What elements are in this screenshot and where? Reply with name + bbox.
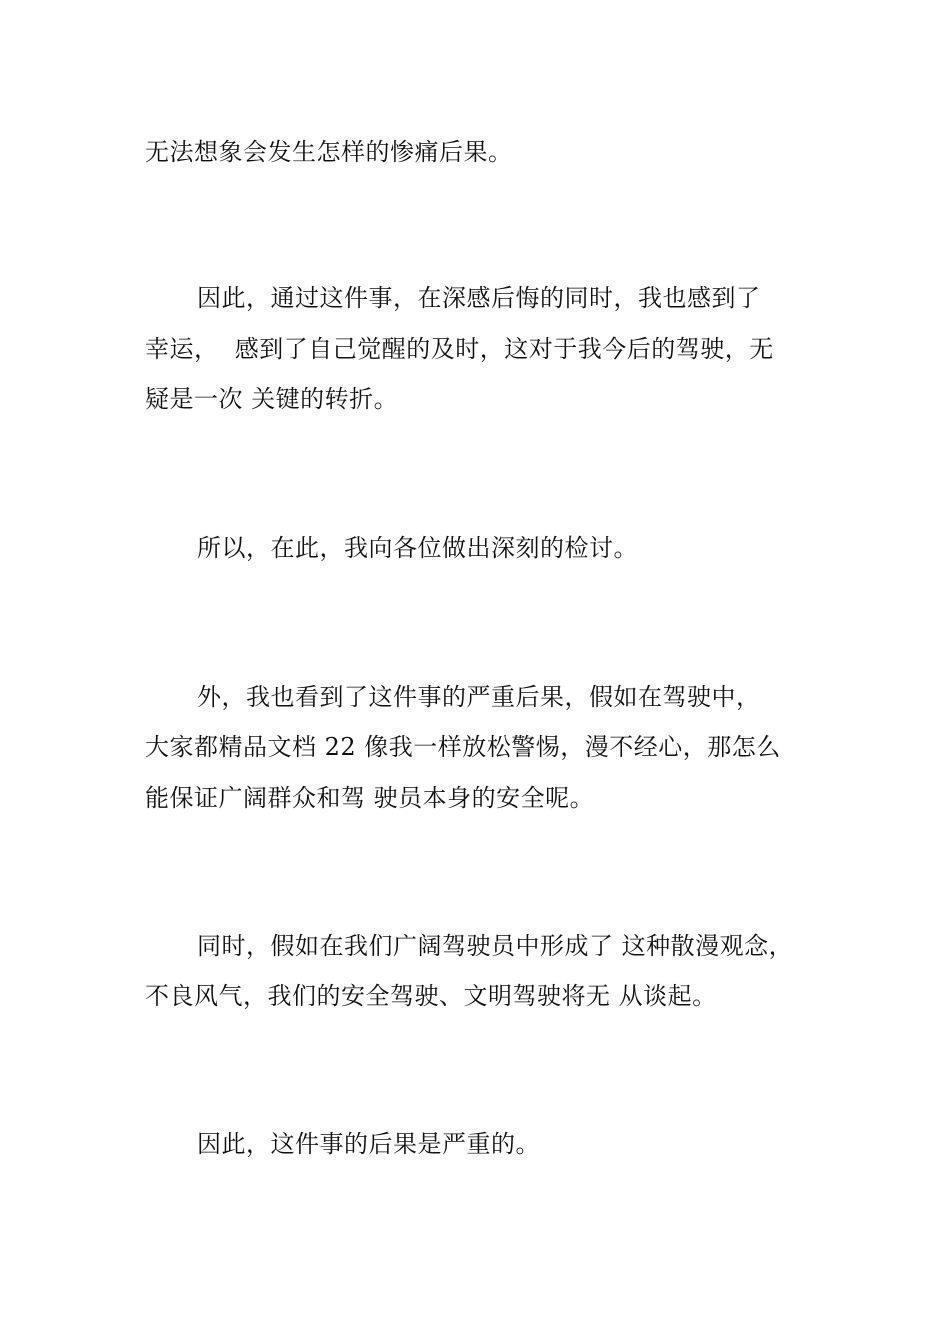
paragraph-3-line-1: 所以，在此，我向各位做出深刻的检讨。 <box>197 534 638 562</box>
paragraph-2-line-2: 幸运， 感到了自己觉醒的及时，这对于我今后的驾驶，无 <box>145 335 774 363</box>
paragraph-4-line-3: 能保证广阔群众和驾 驶员本身的安全呢。 <box>145 784 595 812</box>
paragraph-1-line-1: 无法想象会发生怎样的惨痛后果。 <box>145 138 513 166</box>
paragraph-4-line-1: 外，我也看到了这件事的严重后果，假如在驾驶中， <box>197 683 761 711</box>
paragraph-5-line-1: 同时，假如在我们广阔驾驶员中形成了 这种散漫观念， <box>197 932 794 960</box>
paragraph-5-line-2: 不良风气，我们的安全驾驶、文明驾驶将无 从谈起。 <box>145 982 717 1010</box>
paragraph-2-line-3: 疑是一次 关键的转折。 <box>145 385 399 413</box>
paragraph-6-line-1: 因此，这件事的后果是严重的。 <box>197 1130 540 1158</box>
paragraph-2-line-1: 因此，通过这件事，在深感后悔的同时，我也感到了 <box>197 284 761 312</box>
paragraph-4-line-2: 大家都精品文档 22 像我一样放松警惕，漫不经心，那怎么 <box>145 733 781 761</box>
